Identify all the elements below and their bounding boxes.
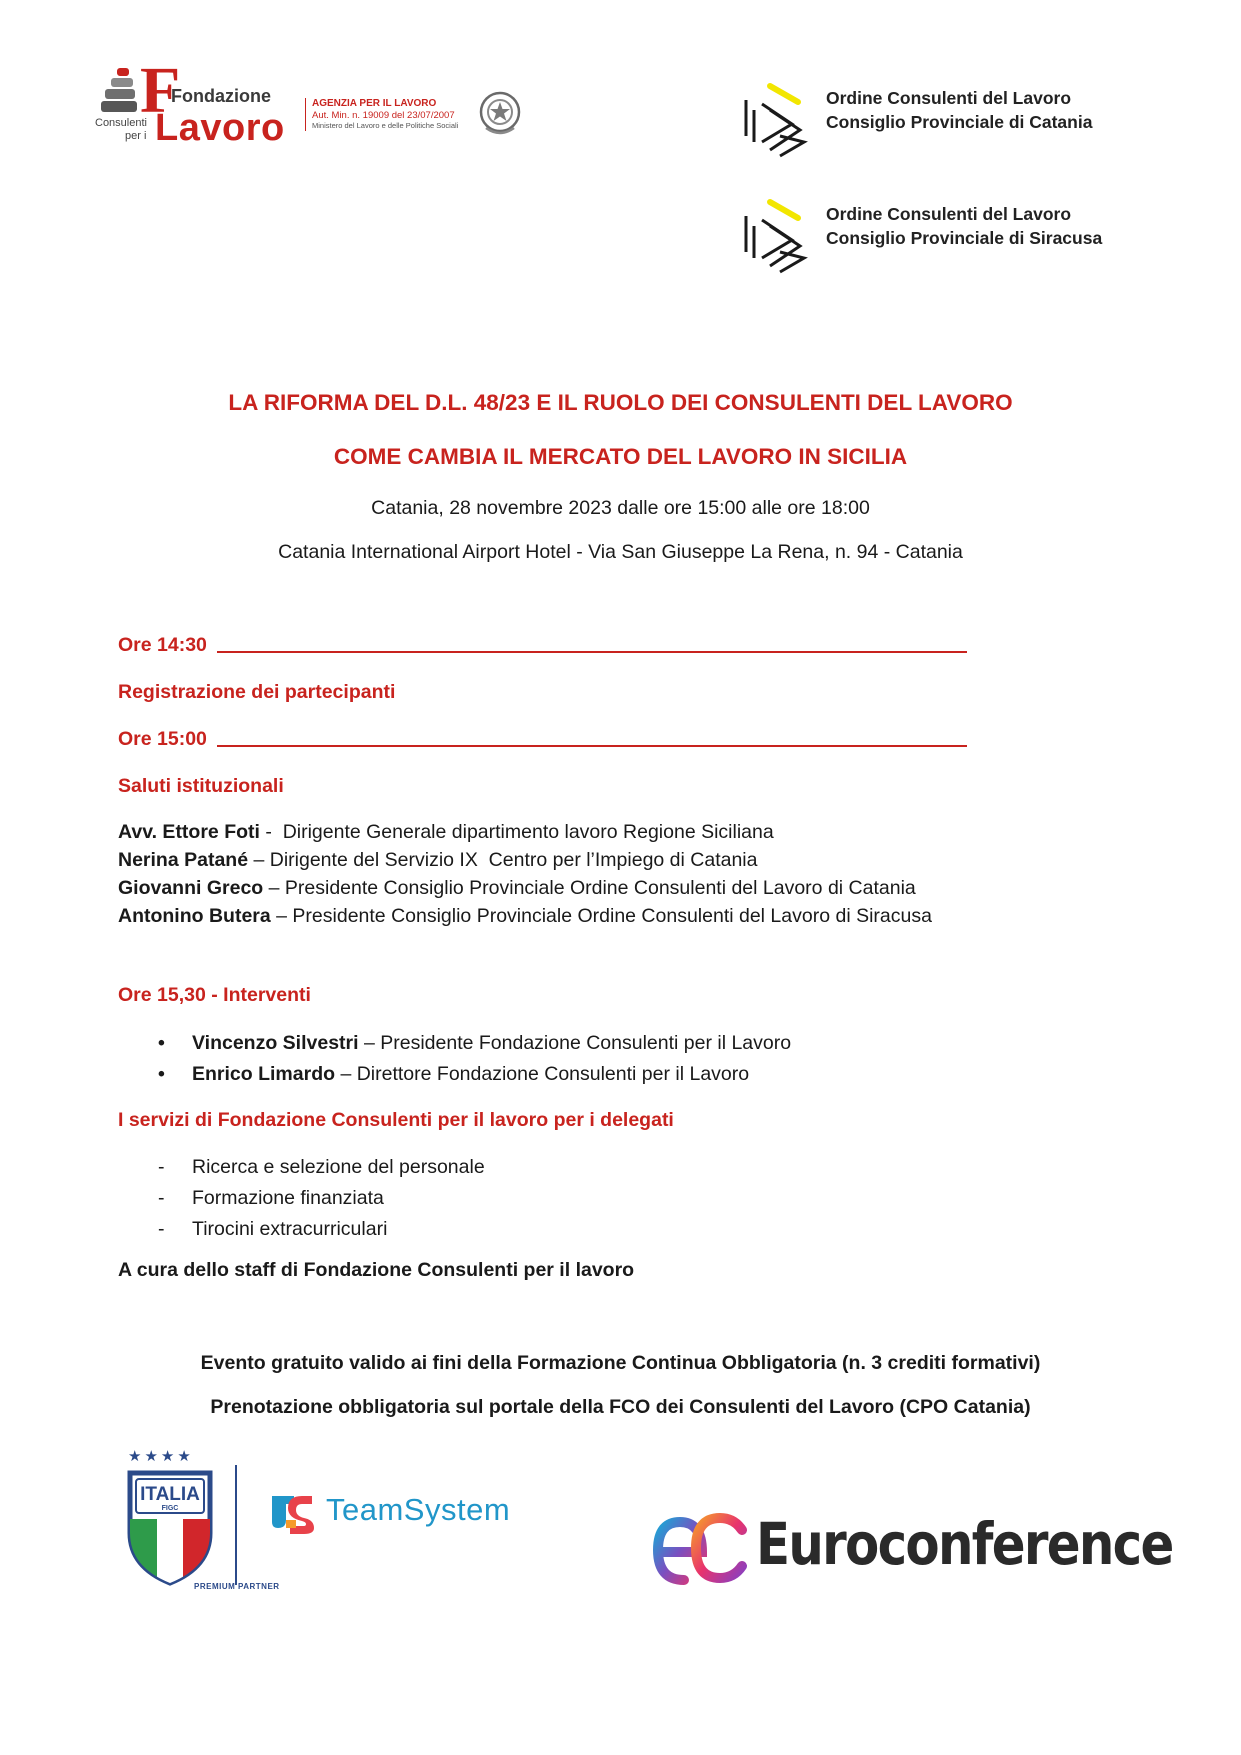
agenda-slot1-title: Registrazione dei partecipanti bbox=[118, 681, 396, 703]
logo-word-lavoro: Lavoro bbox=[155, 107, 285, 149]
agenda-slot2-time: Ore 15:00 bbox=[118, 728, 207, 750]
agenda-slot2-time-row bbox=[118, 728, 967, 751]
staff-note: A cura dello staff di Fondazione Consulenti per il lavoro bbox=[118, 1259, 635, 1281]
ordine-catania-logo bbox=[740, 80, 1160, 160]
greeting-role: Dirigente del Servizio IX Centro per l’Impiego di Catania bbox=[269, 849, 758, 871]
logo-word-per: per i bbox=[125, 130, 147, 142]
euroconference-wordmark: Euroconference bbox=[756, 1510, 1173, 1578]
credits-line: Evento gratuito valido ai fini della Formazione Continua Obbligatoria (n. 3 crediti formativi) bbox=[200, 1352, 1041, 1374]
speaker-name: Vincenzo Silvestri bbox=[192, 1032, 359, 1054]
greeting-row bbox=[118, 818, 932, 846]
greeting-row bbox=[118, 874, 932, 902]
greeting-name: Antonino Butera bbox=[118, 905, 271, 927]
ordine-siracusa-line2: Consiglio Provinciale di Siracusa bbox=[826, 228, 1103, 248]
speaker-name: Enrico Limardo bbox=[192, 1063, 336, 1085]
service-item bbox=[158, 1183, 485, 1214]
event-subtitle: COME CAMBIA IL MERCATO DEL LAVORO IN SICILIA bbox=[333, 444, 908, 469]
agenda-slot1-time-row bbox=[118, 634, 967, 657]
speaker-role: Direttore Fondazione Consulenti per il Lavoro bbox=[356, 1063, 750, 1085]
service-item bbox=[158, 1214, 485, 1245]
bullet: • bbox=[158, 1063, 165, 1085]
sponsor-divider bbox=[235, 1465, 237, 1585]
figc-italia-badge bbox=[124, 1447, 216, 1597]
figc-stars: ★★★★ bbox=[128, 1448, 194, 1465]
fondazione-lavoro-logo bbox=[95, 54, 295, 149]
speaker-separator: – bbox=[335, 1063, 357, 1085]
dash-bullet: - bbox=[158, 1156, 165, 1178]
speaker-separator: – bbox=[358, 1032, 381, 1054]
booking-line: Prenotazione obbligatoria sul portale della FCO dei Consulenti del Lavoro (CPO Catania) bbox=[210, 1396, 1031, 1418]
event-title: LA RIFORMA DEL D.L. 48/23 E IL RUOLO DEI CONSULENTI DEL LAVORO bbox=[228, 390, 1013, 415]
services-title: I servizi di Fondazione Consulenti per il lavoro per i delegati bbox=[118, 1109, 674, 1131]
teamsystem-mark-icon bbox=[268, 1490, 316, 1534]
services-list bbox=[158, 1152, 485, 1245]
logo-letter-f: F bbox=[140, 54, 181, 127]
ordine-catania-line1: Ordine Consulenti del Lavoro bbox=[826, 88, 1072, 108]
speaker-row bbox=[158, 1028, 791, 1059]
euroconference-ec-icon bbox=[650, 1508, 750, 1588]
ordine-consulenti-mark-icon bbox=[740, 80, 810, 160]
event-venue: Catania International Airport Hotel - Via San Giuseppe La Rena, n. 94 - Catania bbox=[278, 541, 963, 563]
speaker-role: Presidente Fondazione Consulenti per il Lavoro bbox=[380, 1032, 792, 1054]
agenzia-authorization: Aut. Min. n. 19009 del 23/07/2007 bbox=[312, 110, 455, 121]
service-text: Formazione finanziata bbox=[192, 1187, 384, 1209]
speakers-list bbox=[158, 1028, 791, 1090]
agenda-slot1-time: Ore 14:30 bbox=[118, 634, 207, 656]
greeting-separator: – bbox=[263, 877, 285, 899]
greeting-row bbox=[118, 846, 932, 874]
euroconference-logo bbox=[650, 1508, 1173, 1588]
ordine-catania-line2: Consiglio Provinciale di Catania bbox=[826, 112, 1093, 132]
greetings-list bbox=[118, 818, 932, 930]
service-text: Tirocini extracurriculari bbox=[192, 1218, 388, 1240]
dash-bullet: - bbox=[158, 1187, 165, 1209]
ordine-siracusa-line1: Ordine Consulenti del Lavoro bbox=[826, 204, 1072, 224]
greeting-role: Presidente Consiglio Provinciale Ordine Consulenti del Lavoro di Catania bbox=[284, 877, 916, 899]
logo-word-consulenti: Consulenti bbox=[95, 117, 147, 129]
greeting-separator: - bbox=[259, 821, 283, 843]
speaker-row bbox=[158, 1059, 791, 1090]
italian-republic-emblem-icon bbox=[478, 90, 522, 138]
teamsystem-logo bbox=[268, 1490, 518, 1534]
greeting-role: Presidente Consiglio Provinciale Ordine Consulenti del Lavoro di Siracusa bbox=[292, 905, 932, 927]
greeting-role: Dirigente Generale dipartimento lavoro Regione Siciliana bbox=[282, 821, 774, 843]
service-item bbox=[158, 1152, 485, 1183]
ordine-siracusa-logo bbox=[740, 196, 1160, 276]
teamsystem-wordmark: TeamSystem bbox=[326, 1492, 511, 1527]
figc-italia-label: ITALIA bbox=[140, 1484, 200, 1505]
agenzia-lavoro-block bbox=[305, 98, 482, 131]
agenda-slot2-title: Saluti istituzionali bbox=[118, 775, 284, 797]
agenda-slot3-title: Ore 15,30 - Interventi bbox=[118, 984, 311, 1006]
dash-bullet: - bbox=[158, 1218, 165, 1240]
greeting-row bbox=[118, 902, 932, 930]
greeting-name: Avv. Ettore Foti bbox=[118, 821, 260, 843]
separator-line bbox=[217, 651, 967, 653]
logo-word-fondazione: Fondazione bbox=[171, 86, 271, 106]
agenzia-title: AGENZIA PER IL LAVORO bbox=[312, 98, 437, 109]
greeting-name: Nerina Patané bbox=[118, 849, 249, 871]
greeting-name: Giovanni Greco bbox=[118, 877, 264, 899]
ordine-consulenti-mark-icon bbox=[740, 196, 810, 276]
separator-line bbox=[217, 745, 967, 747]
bullet: • bbox=[158, 1032, 165, 1054]
agenzia-ministry: Ministero del Lavoro e delle Politiche Sociali bbox=[312, 121, 459, 130]
greeting-separator: – bbox=[248, 849, 270, 871]
event-date: Catania, 28 novembre 2023 dalle ore 15:00 alle ore 18:00 bbox=[371, 497, 870, 519]
greeting-separator: – bbox=[270, 905, 293, 927]
figc-sub-label: FIGC bbox=[161, 1505, 179, 1512]
premium-partner-label: PREMIUM PARTNER bbox=[194, 1582, 280, 1591]
service-text: Ricerca e selezione del personale bbox=[192, 1156, 485, 1178]
